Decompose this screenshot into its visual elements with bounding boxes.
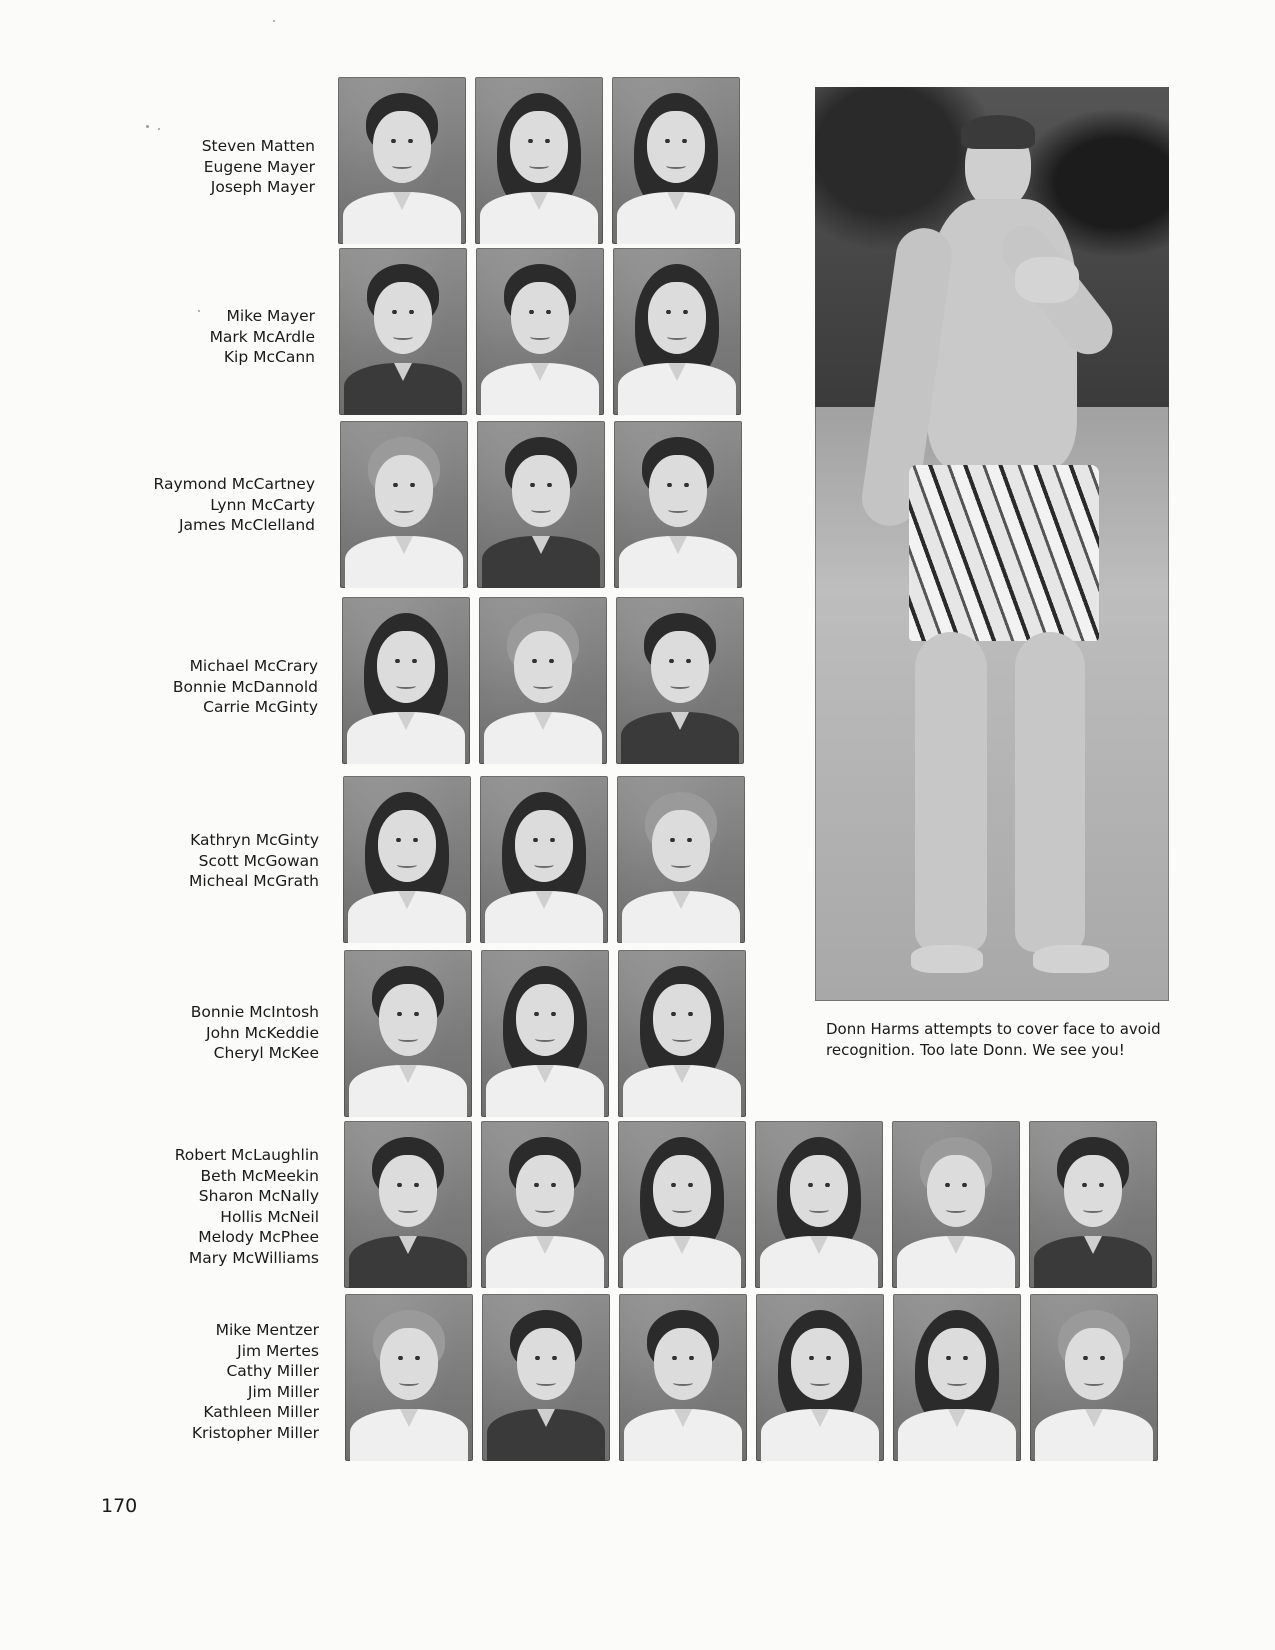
student-portrait [1029, 1121, 1157, 1288]
portrait-eyes [389, 659, 423, 663]
portrait-collar [531, 363, 549, 381]
portrait-face [1064, 1155, 1122, 1227]
portrait-mouth [535, 1036, 555, 1042]
portrait-mouth [810, 1380, 830, 1386]
portrait-mouth [394, 507, 414, 513]
student-portrait [619, 1294, 747, 1461]
portrait-eyes [940, 1356, 974, 1360]
portrait-collar [674, 1409, 692, 1427]
portrait-mouth [1083, 1207, 1103, 1213]
portrait-mouth [668, 507, 688, 513]
portrait-face [649, 455, 707, 527]
student-name: Lynn McCarty [210, 495, 315, 514]
student-name: Mike Mayer [226, 307, 315, 325]
portrait-face [379, 984, 437, 1056]
portrait-eyes [523, 310, 557, 314]
portrait-face [1065, 1328, 1123, 1400]
portrait-face [373, 111, 431, 183]
portrait-eyes [522, 139, 556, 143]
portrait-collar [399, 1236, 417, 1254]
student-portrait [613, 248, 741, 415]
portrait-eyes [392, 1356, 426, 1360]
student-portrait [1030, 1294, 1158, 1461]
portrait-mouth [670, 683, 690, 689]
student-name: Robert McLaughlin [174, 1146, 319, 1164]
portrait-face [653, 984, 711, 1056]
student-name: Mary McWilliams [188, 1248, 319, 1267]
portrait-face [512, 455, 570, 527]
portrait-mouth [534, 862, 554, 868]
student-name: Kathleen Miller [203, 1403, 319, 1421]
portrait-mouth [392, 163, 412, 169]
student-portrait [482, 1294, 610, 1461]
portrait-eyes [665, 1183, 699, 1187]
student-portrait [339, 248, 467, 415]
portrait-collar [1084, 1236, 1102, 1254]
portrait-collar [532, 536, 550, 554]
portrait-face [647, 111, 705, 183]
portrait-mouth [533, 683, 553, 689]
name-list-row-4 [28, 656, 318, 718]
student-portrait [476, 248, 604, 415]
student-portrait [614, 421, 742, 588]
student-portrait [479, 597, 607, 764]
portrait-eyes [528, 1183, 562, 1187]
portrait-mouth [529, 163, 549, 169]
portrait-collar [669, 536, 687, 554]
portrait-eyes [659, 139, 693, 143]
portrait-face [377, 631, 435, 703]
page-number: 170 [101, 1495, 138, 1517]
portrait-collar [667, 192, 685, 210]
portrait-collar [536, 1236, 554, 1254]
student-portrait [616, 597, 744, 764]
photo-subject-hair [961, 115, 1035, 149]
swim-trunks [909, 465, 1099, 641]
portrait-collar [1085, 1409, 1103, 1427]
student-portrait [617, 776, 745, 943]
photo-subject-hand [1015, 257, 1079, 303]
portrait-mouth [672, 1036, 692, 1042]
portrait-face [648, 282, 706, 354]
portrait-mouth [672, 1207, 692, 1213]
student-portrait [475, 77, 603, 244]
student-name: Kristopher Miller [191, 1423, 319, 1442]
portrait-eyes [661, 483, 695, 487]
portrait-collar [672, 891, 690, 909]
portrait-eyes [387, 483, 421, 487]
name-list-row-1 [25, 136, 315, 198]
portrait-eyes [802, 1183, 836, 1187]
student-name: Cheryl McKee [213, 1044, 319, 1062]
portrait-eyes [1076, 1183, 1110, 1187]
candid-photo [815, 87, 1169, 1001]
portrait-face [375, 455, 433, 527]
portrait-face [928, 1328, 986, 1400]
photo-caption: Donn Harms attempts to cover face to avoid recognition. Too late Donn. We see you! [826, 1020, 1161, 1059]
portrait-mouth [946, 1207, 966, 1213]
photo-subject-right-leg [1015, 632, 1085, 952]
student-name: John McKeddie [206, 1023, 319, 1042]
student-name: Michael McCrary [189, 657, 318, 675]
student-name: Melody McPhee [198, 1228, 319, 1246]
name-list-row-2 [25, 306, 315, 368]
portrait-face [374, 282, 432, 354]
student-name: Steven Matten [201, 137, 315, 155]
student-portrait [481, 950, 609, 1117]
student-portrait [756, 1294, 884, 1461]
student-name: Beth McMeekin [200, 1166, 319, 1185]
portrait-collar [394, 363, 412, 381]
student-portrait [342, 597, 470, 764]
name-list-row-3 [25, 474, 315, 536]
portrait-collar [534, 712, 552, 730]
portrait-eyes [803, 1356, 837, 1360]
portrait-collar [673, 1236, 691, 1254]
portrait-collar [530, 192, 548, 210]
student-name: Sharon McNally [198, 1187, 319, 1205]
student-name: Jim Mertes [237, 1341, 319, 1360]
portrait-mouth [947, 1380, 967, 1386]
scan-speck [158, 128, 160, 130]
portrait-face [515, 810, 573, 882]
portrait-mouth [396, 683, 416, 689]
portrait-collar [535, 891, 553, 909]
student-portrait [892, 1121, 1020, 1288]
portrait-collar [400, 1409, 418, 1427]
student-portrait [755, 1121, 883, 1288]
student-name: Kathryn McGinty [190, 831, 319, 849]
portrait-face [516, 1155, 574, 1227]
student-name: Jim Miller [247, 1382, 319, 1401]
portrait-eyes [664, 838, 698, 842]
portrait-eyes [390, 838, 424, 842]
portrait-face [380, 1328, 438, 1400]
portrait-mouth [667, 334, 687, 340]
student-name: Mike Mentzer [215, 1321, 319, 1339]
student-portrait [344, 1121, 472, 1288]
portrait-mouth [671, 862, 691, 868]
portrait-face [654, 1328, 712, 1400]
student-name: Kip McCann [223, 348, 315, 366]
portrait-face [790, 1155, 848, 1227]
portrait-eyes [665, 1012, 699, 1016]
name-list-row-6 [29, 1002, 319, 1064]
portrait-mouth [535, 1207, 555, 1213]
portrait-mouth [399, 1380, 419, 1386]
portrait-face [652, 810, 710, 882]
portrait-face [378, 810, 436, 882]
portrait-collar [397, 712, 415, 730]
portrait-face [653, 1155, 711, 1227]
portrait-collar [947, 1236, 965, 1254]
portrait-collar [811, 1409, 829, 1427]
student-name: Bonnie McDannold [172, 677, 318, 696]
portrait-face [517, 1328, 575, 1400]
portrait-eyes [524, 483, 558, 487]
portrait-mouth [397, 862, 417, 868]
portrait-eyes [1077, 1356, 1111, 1360]
portrait-eyes [391, 1183, 425, 1187]
student-name: Micheal McGrath [189, 872, 319, 890]
portrait-collar [948, 1409, 966, 1427]
portrait-mouth [393, 334, 413, 340]
portrait-mouth [398, 1036, 418, 1042]
portrait-mouth [530, 334, 550, 340]
scan-speck [198, 310, 200, 312]
portrait-eyes [660, 310, 694, 314]
scan-speck [273, 20, 275, 22]
scan-speck [146, 125, 149, 128]
portrait-face [927, 1155, 985, 1227]
student-name: Eugene Mayer [203, 157, 315, 176]
photo-subject-torso [927, 199, 1077, 469]
portrait-mouth [809, 1207, 829, 1213]
name-list-row-5 [29, 830, 319, 892]
student-portrait [618, 950, 746, 1117]
student-name: Mark McArdle [209, 327, 315, 346]
portrait-face [791, 1328, 849, 1400]
portrait-mouth [666, 163, 686, 169]
student-name: Carrie McGinty [203, 698, 318, 716]
student-portrait [480, 776, 608, 943]
portrait-face [510, 111, 568, 183]
student-name: Scott McGowan [198, 851, 319, 870]
portrait-collar [668, 363, 686, 381]
portrait-face [516, 984, 574, 1056]
student-name: Joseph Mayer [210, 178, 315, 196]
photo-subject-left-leg [915, 632, 987, 952]
portrait-eyes [391, 1012, 425, 1016]
student-portrait [340, 421, 468, 588]
portrait-collar [537, 1409, 555, 1427]
portrait-eyes [663, 659, 697, 663]
student-portrait [345, 1294, 473, 1461]
student-portrait [338, 77, 466, 244]
student-name: Bonnie McIntosh [190, 1003, 319, 1021]
portrait-eyes [528, 1012, 562, 1016]
student-name: Cathy Miller [226, 1362, 319, 1380]
portrait-collar [536, 1065, 554, 1083]
portrait-collar [810, 1236, 828, 1254]
portrait-collar [399, 1065, 417, 1083]
student-portrait [477, 421, 605, 588]
portrait-collar [398, 891, 416, 909]
student-name: James McClelland [178, 516, 315, 534]
portrait-mouth [536, 1380, 556, 1386]
portrait-collar [673, 1065, 691, 1083]
portrait-mouth [398, 1207, 418, 1213]
portrait-collar [393, 192, 411, 210]
student-portrait [893, 1294, 1021, 1461]
photo-subject-right-foot [1033, 945, 1109, 973]
student-portrait [343, 776, 471, 943]
portrait-eyes [386, 310, 420, 314]
photo-subject-left-foot [911, 945, 983, 973]
student-name: Hollis McNeil [220, 1207, 319, 1226]
portrait-face [514, 631, 572, 703]
portrait-face [511, 282, 569, 354]
portrait-face [651, 631, 709, 703]
portrait-eyes [527, 838, 561, 842]
portrait-mouth [531, 507, 551, 513]
portrait-mouth [1084, 1380, 1104, 1386]
portrait-eyes [939, 1183, 973, 1187]
student-name: Raymond McCartney [153, 475, 315, 493]
student-portrait [612, 77, 740, 244]
name-list-row-7 [29, 1145, 319, 1268]
name-list-row-8 [29, 1320, 319, 1443]
portrait-mouth [673, 1380, 693, 1386]
portrait-collar [671, 712, 689, 730]
portrait-collar [395, 536, 413, 554]
student-portrait [618, 1121, 746, 1288]
portrait-face [379, 1155, 437, 1227]
portrait-eyes [526, 659, 560, 663]
portrait-eyes [385, 139, 419, 143]
portrait-eyes [529, 1356, 563, 1360]
student-portrait [481, 1121, 609, 1288]
student-portrait [344, 950, 472, 1117]
portrait-eyes [666, 1356, 700, 1360]
